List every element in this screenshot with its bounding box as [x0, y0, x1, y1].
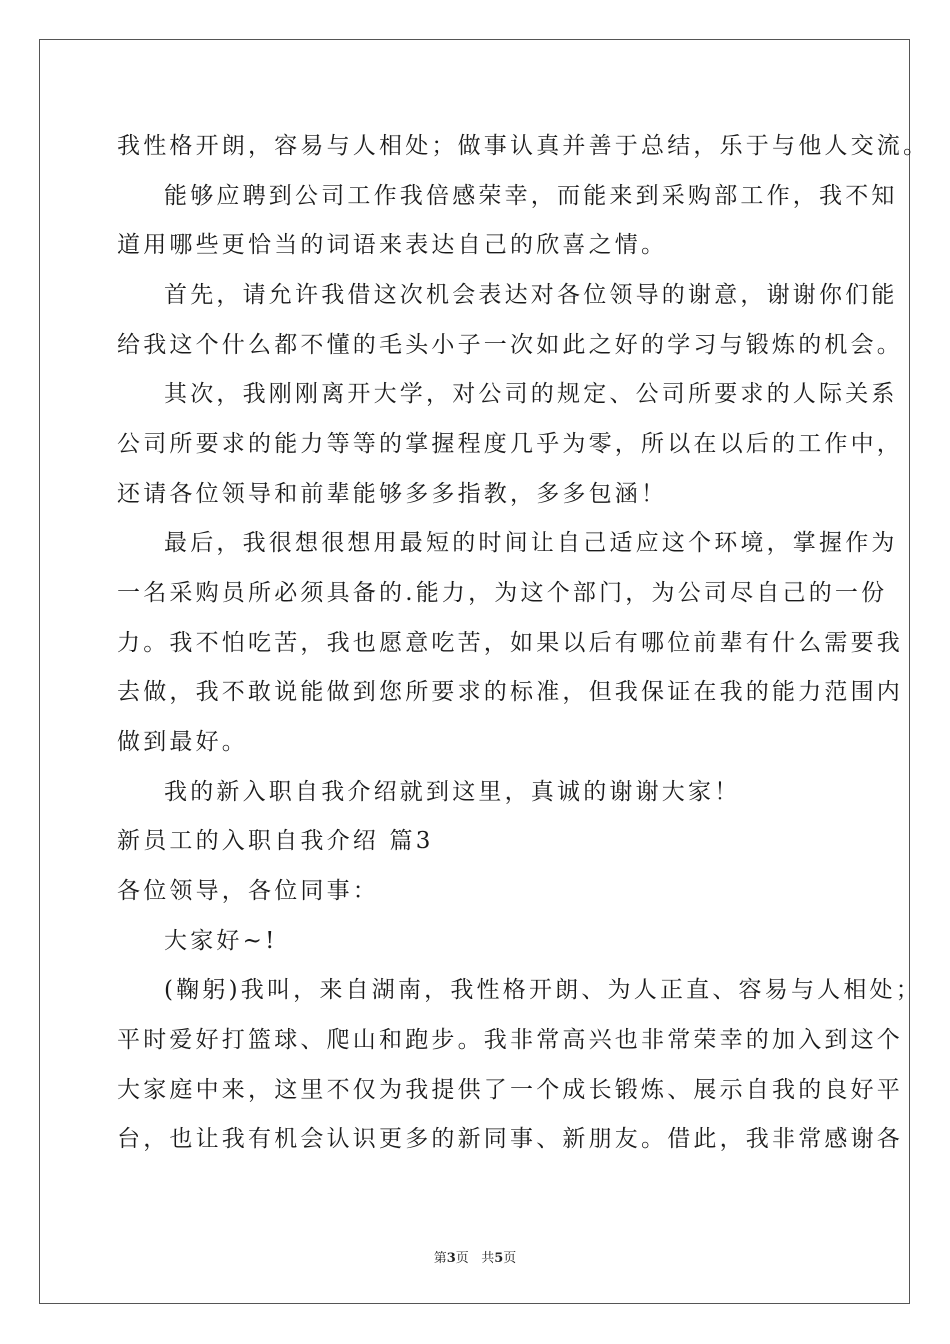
total-prefix: 共 [481, 1251, 495, 1266]
paragraph-line: 给我这个什么都不懂的毛头小子一次如此之好的学习与锻炼的机会。 [117, 332, 903, 358]
paragraph-line: 还请各位领导和前辈能够多多指教，多多包涵！ [117, 481, 668, 507]
paragraph-line: 平时爱好打篮球、爬山和跑步。我非常高兴也非常荣幸的加入到这个 [117, 1027, 903, 1053]
paragraph-line: 力。我不怕吃苦，我也愿意吃苦，如果以后有哪位前辈有什么需要我 [117, 630, 903, 656]
page-prefix: 第 [433, 1251, 447, 1266]
paragraph-line: 台，也让我有机会认识更多的新同事、新朋友。借此，我非常感谢各 [117, 1126, 903, 1152]
paragraph-line: 我的新入职自我介绍就到这里，真诚的谢谢大家！ [164, 779, 741, 805]
section-heading: 新员工的入职自我介绍 篇3 [117, 828, 434, 854]
paragraph-line: 做到最好。 [117, 729, 248, 755]
paragraph-line: 去做，我不敢说能做到您所要求的标准，但我保证在我的能力范围内 [117, 679, 903, 705]
page-suffix: 页 [455, 1251, 469, 1266]
paragraph-line: 道用哪些更恰当的词语来表达自己的欣喜之情。 [117, 232, 668, 258]
current-page-number: 3 [446, 1251, 456, 1266]
page-number-footer [0, 1247, 950, 1266]
greeting-line: 大家好~! [164, 928, 278, 954]
total-suffix: 页 [503, 1251, 517, 1266]
paragraph-line: 首先，请允许我借这次机会表达对各位领导的谢意，谢谢你们能 [164, 282, 898, 308]
paragraph-line: 我性格开朗，容易与人相处；做事认真并善于总结，乐于与他人交流。 [117, 133, 930, 159]
paragraph-line: (鞠躬)我叫，来自湖南，我性格开朗、为人正直、容易与人相处； [164, 977, 922, 1003]
paragraph-line: 一名采购员所必须具备的.能力，为这个部门，为公司尽自己的一份 [117, 580, 888, 606]
paragraph-line: 大家庭中来，这里不仅为我提供了一个成长锻炼、展示自我的良好平 [117, 1077, 903, 1103]
paragraph-line: 最后，我很想很想用最短的时间让自己适应这个环境，掌握作为 [164, 530, 898, 556]
salutation-line: 各位领导，各位同事： [117, 878, 379, 904]
total-page-count: 5 [494, 1251, 504, 1266]
paragraph-line: 其次，我刚刚离开大学，对公司的规定、公司所要求的人际关系 [164, 381, 898, 407]
paragraph-line: 公司所要求的能力等等的掌握程度几乎为零，所以在以后的工作中， [117, 431, 903, 457]
paragraph-line: 能够应聘到公司工作我倍感荣幸，而能来到采购部工作，我不知 [164, 183, 898, 209]
